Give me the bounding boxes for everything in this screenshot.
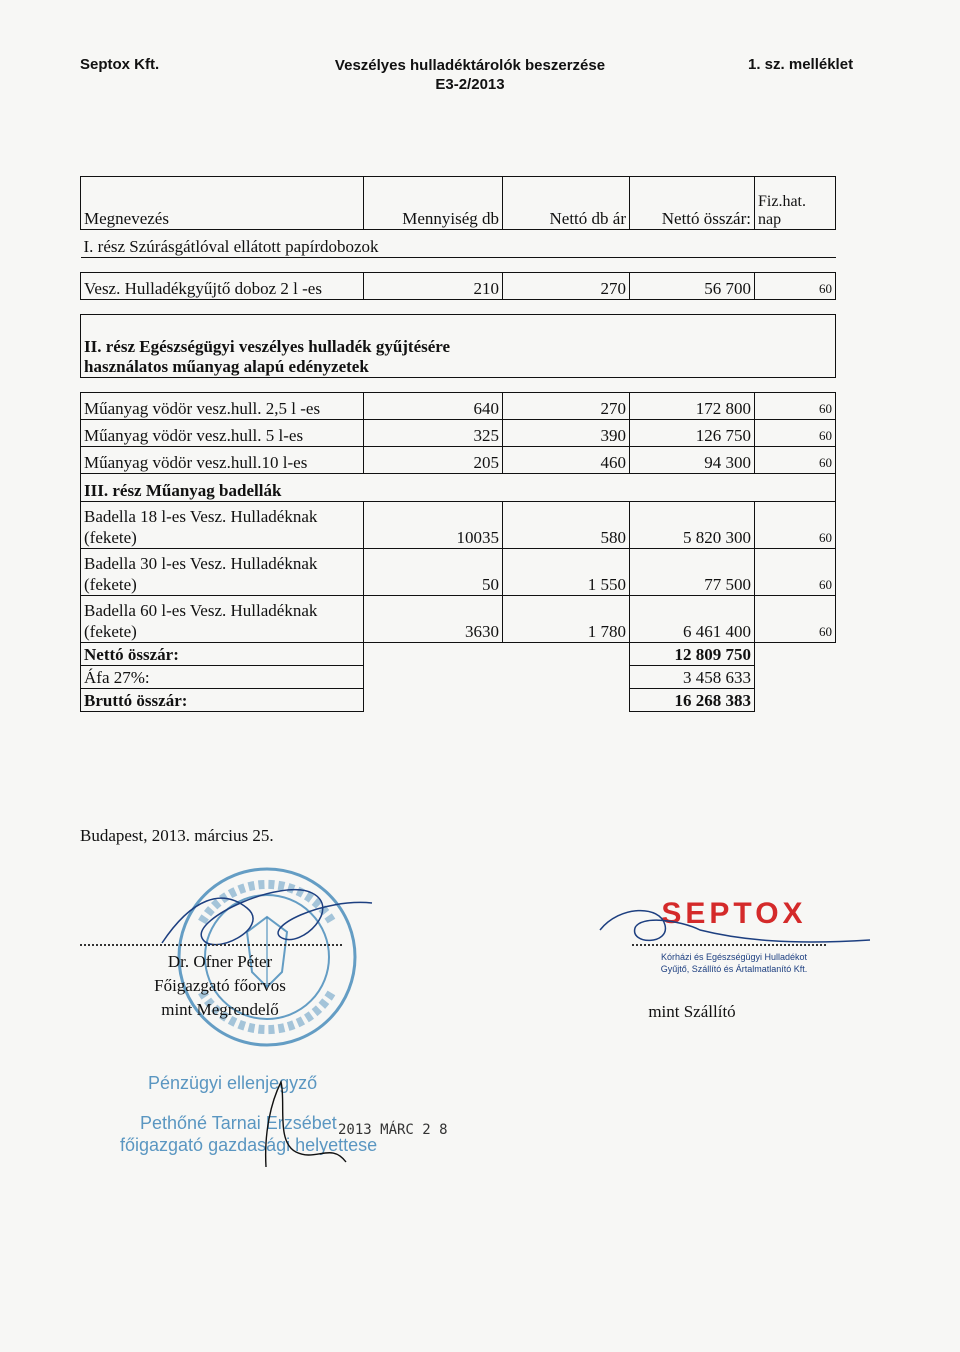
annex-label: 1. sz. melléklet	[748, 56, 854, 73]
table-row	[81, 596, 836, 643]
item-total: 5 820 300	[630, 502, 755, 549]
table-row	[81, 393, 836, 420]
item-qty: 10035	[364, 502, 503, 549]
title-line-2: E3-2/2013	[435, 76, 505, 93]
item-name: Műanyag vödör vesz.hull. 2,5 l -es	[81, 393, 364, 420]
item-days: 60	[755, 420, 836, 447]
section-title-row	[81, 474, 836, 502]
signer-name: Dr. Ofner Péter	[167, 952, 273, 971]
spacer-row	[81, 258, 836, 273]
supplier-signature-icon	[590, 900, 880, 950]
document-title	[300, 56, 640, 94]
company-name: Septox Kft.	[80, 56, 160, 73]
table-row	[81, 447, 836, 474]
section-2-title: II. rész Egészségügyi veszélyes hulladék gyűjtésére használatos műanyag alapú edényzetek	[81, 315, 836, 378]
signature-line-right	[632, 944, 826, 946]
received-date-stamp: 2013 MÁRC 2 8	[338, 1122, 448, 1138]
item-days: 60	[755, 549, 836, 596]
net-total-label: Nettó összár:	[81, 643, 364, 666]
gross-total-row	[81, 689, 836, 712]
net-total-value: 12 809 750	[630, 643, 755, 666]
price-table	[80, 176, 836, 712]
item-name: Badella 60 l-es Vesz. Hulladéknak (fekete)	[81, 596, 364, 643]
item-name: Badella 30 l-es Vesz. Hulladéknak (fekete)	[81, 549, 364, 596]
section-3-title: III. rész Műanyag badellák	[81, 474, 836, 502]
customer-signature-block	[120, 950, 320, 1022]
table-header-row	[81, 177, 836, 230]
vat-row	[81, 666, 836, 689]
col-name-header: Megnevezés	[81, 177, 364, 230]
item-unit-price: 1 550	[503, 549, 630, 596]
finance-stamp-line-2: Pethőné Tarnai Erzsébet	[140, 1113, 337, 1133]
col-qty-header: Mennyiség db	[364, 177, 503, 230]
item-total: 172 800	[630, 393, 755, 420]
net-total-row	[81, 643, 836, 666]
table-row	[81, 420, 836, 447]
item-name: Vesz. Hulladékgyűjtő doboz 2 l -es	[81, 273, 364, 300]
item-qty: 3630	[364, 596, 503, 643]
item-days: 60	[755, 596, 836, 643]
col-unit-price-header: Nettó db ár	[503, 177, 630, 230]
vat-label: Áfa 27%:	[81, 666, 364, 689]
supplier-stamp-line-2: Gyűjtő, Szállító és Ártalmatlanító Kft.	[660, 964, 808, 974]
supplier-role: mint Szállító	[648, 1002, 736, 1021]
item-unit-price: 390	[503, 420, 630, 447]
item-qty: 205	[364, 447, 503, 474]
item-unit-price: 270	[503, 393, 630, 420]
signer-title: Főigazgató főorvos	[154, 976, 286, 995]
item-days: 60	[755, 393, 836, 420]
section-title-row	[81, 315, 836, 378]
item-unit-price: 1 780	[503, 596, 630, 643]
item-unit-price: 460	[503, 447, 630, 474]
finance-stamp-line-3: főigazgató gazdasági helyettese	[120, 1135, 378, 1155]
supplier-signature-block	[622, 1000, 762, 1024]
vat-value: 3 458 633	[630, 666, 755, 689]
item-qty: 640	[364, 393, 503, 420]
item-name: Badella 18 l-es Vesz. Hulladéknak (fekete)	[81, 502, 364, 549]
item-total: 6 461 400	[630, 596, 755, 643]
item-name: Műanyag vödör vesz.hull. 5 l-es	[81, 420, 364, 447]
place-and-date: Budapest, 2013. március 25.	[80, 826, 274, 845]
finance-stamp-line-1: Pénzügyi ellenjegyző	[148, 1073, 318, 1093]
item-unit-price: 580	[503, 502, 630, 549]
item-total: 77 500	[630, 549, 755, 596]
item-days: 60	[755, 273, 836, 300]
col-net-total-header: Nettó összár:	[630, 177, 755, 230]
signer-role: mint Megrendelő	[161, 1000, 279, 1019]
item-days: 60	[755, 447, 836, 474]
item-total: 94 300	[630, 447, 755, 474]
item-qty: 325	[364, 420, 503, 447]
item-qty: 210	[364, 273, 503, 300]
item-unit-price: 270	[503, 273, 630, 300]
table-row	[81, 549, 836, 596]
gross-total-label: Bruttó összár:	[81, 689, 364, 712]
spacer-row	[81, 378, 836, 393]
item-total: 56 700	[630, 273, 755, 300]
item-name: Műanyag vödör vesz.hull.10 l-es	[81, 447, 364, 474]
col-payment-days-header: Fiz.hat. nap	[755, 177, 836, 230]
item-qty: 50	[364, 549, 503, 596]
item-days: 60	[755, 502, 836, 549]
table-row	[81, 273, 836, 300]
title-line-1: Veszélyes hulladéktárolók beszerzése	[334, 57, 606, 74]
septox-logo-text: SEPTOX	[661, 897, 807, 930]
spacer-row	[81, 300, 836, 315]
supplier-stamp-line-1: Kórházi és Egészségügyi Hulladékot	[660, 952, 808, 962]
item-total: 126 750	[630, 420, 755, 447]
section-1-title: I. rész Szúrásgátlóval ellátott papírdobozok	[81, 230, 836, 258]
signature-line-left	[80, 944, 342, 946]
section-title-row	[81, 230, 836, 258]
gross-total-value: 16 268 383	[630, 689, 755, 712]
table-row	[81, 502, 836, 549]
